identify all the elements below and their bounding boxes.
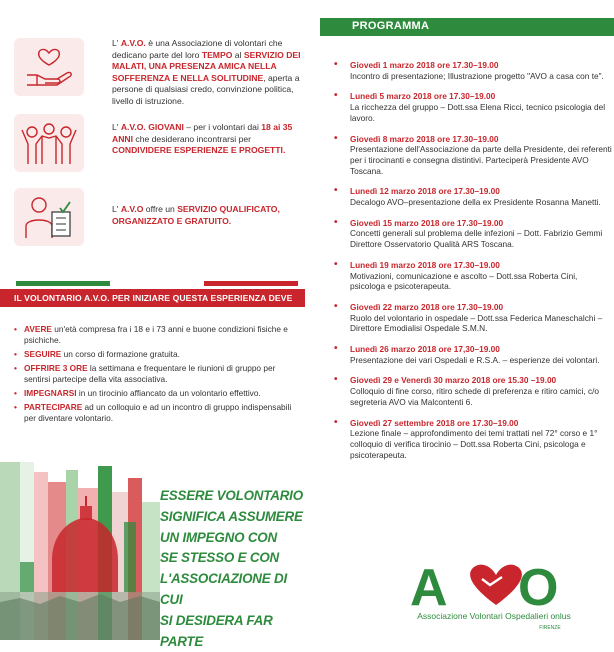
programma-title: PROGRAMMA: [352, 20, 430, 32]
list-item: • SEGUIRE un corso di formazione gratuita.: [14, 349, 299, 360]
intro-avo-giovani: [14, 114, 304, 172]
avo-logo: [394, 555, 594, 635]
list-item: • Lunedì 5 marzo 2018 ore 17.30–19.00 La ricchezza del gruppo – Dott.ssa Elena Ricci, tecnico psicologia del lavoro.: [334, 91, 614, 123]
logo-caption: Associazione Volontari Ospedalieri onlus: [417, 611, 571, 621]
logo-city: FIRENZE: [539, 625, 561, 631]
volontariato-header: IL VOLONTARIO A.V.O. PER INIZIARE QUESTA ESPERIENZA DEVE: [0, 289, 305, 307]
list-item: • OFFRIRE 3 ORE la settimana e frequentare le riunioni di gruppo per sentirsi partecipe della vita associativa.: [14, 363, 299, 385]
group-people-icon: [14, 114, 84, 172]
list-item: • Giovedì 15 marzo 2018 ore 17.30–19.00 Concetti generali sul problema delle infezioni – Dott. Fabrizio Gemmi Direttore Osservatorio Qualità ARS Toscana.: [334, 218, 614, 250]
list-item: • Giovedì 22 marzo 2018 ore 17.30–19.00 Ruolo del volontario in ospedale – Dott.ssa Federica Maneschalchi – Direttore Emodialisi Ospedale S.M.N.: [334, 302, 614, 334]
requirements-list: [14, 324, 299, 427]
slogan: ESSERE VOLONTARIO SIGNIFICA ASSUMERE UN IMPEGNO CON SE STESSO E CON L'ASSOCIAZIONE DI CUI SI DESIDERA FAR PARTE: [160, 488, 303, 649]
intro-avo-text: L' A.V.O. è una Associazione di volontari che dedicano parte del loro TEMPO al SERVIZIO DEI MALATI, UNA PRESENZA AMICA NELLA SOFFERENZA E NELLA SOLITUDINE, aperta a persone di qualsiasi credo, convinzione politica, livello di istruzione.: [112, 38, 301, 106]
intro-giovani-text: L' A.V.O. GIOVANI – per i volontari dai 18 ai 35 ANNI che desiderano incontrarsi per CONDIVIDERE ESPERIENZE E PROGETTI.: [112, 122, 293, 156]
tricolor-stripe: [16, 281, 298, 286]
left-column: [0, 0, 305, 649]
intro-servizio-text: L' A.V.O offre un SERVIZIO QUALIFICATO, ORGANIZZATO E GRATUITO.: [112, 204, 280, 226]
intro-avo: [14, 38, 304, 108]
logo-letter-o: O: [518, 559, 559, 617]
events-list: [334, 60, 614, 460]
heart-hand-icon: [14, 38, 84, 96]
list-item: • Giovedì 1 marzo 2018 ore 17.30–19.00 Incontro di presentazione; Illustrazione progetto "AVO a casa con te".: [334, 60, 614, 81]
programma-header: [320, 18, 614, 36]
list-item: • Giovedì 8 marzo 2018 ore 17.30–19.00 Presentazione dell'Associazione da parte della Presidente, dei referenti per i tirocinanti e consegna distintivi. Parteciperà Presidente AVO Toscana.: [334, 134, 614, 177]
list-item: • IMPEGNARSI in un tirocinio affiancato da un volontario effettivo.: [14, 388, 299, 399]
list-item: • Giovedì 29 e Venerdì 30 marzo 2018 ore 15.30 –19.00 Colloquio di fine corso, ritiro schede di preferenza e ritiro camici, c/o segreteria AVO via Malcontenti 6.: [334, 375, 614, 407]
list-item: • Lunedì 12 marzo 2018 ore 17.30–19.00 Decalogo AVO–presentazione della ex Presidente Rosanna Manetti.: [334, 186, 614, 207]
list-item: • Giovedì 27 settembre 2018 ore 17.30–19.00 Lezione finale – approfondimento dei temi trattati nel 72° corso e 1° colloquio di verifica tirocinio – Dott.ssa Roberta Cini, psicologa e psicoterapeuta.: [334, 418, 614, 461]
list-item: • AVERE un'età compresa fra i 18 e i 73 anni e buone condizioni fisiche e psichiche.: [14, 324, 299, 346]
intro-avo-servizio: [14, 188, 304, 246]
list-item: • Lunedì 26 marzo 2018 ore 17,30–19.00 Presentazione dei vari Ospedali e R.S.A. – esperienze dei volontari.: [334, 344, 614, 365]
florence-skyline-image: [0, 462, 160, 640]
right-column: [314, 0, 614, 640]
logo-letter-a: A: [410, 559, 448, 617]
person-checklist-icon: [14, 188, 84, 246]
list-item: • PARTECIPARE ad un colloquio e ad un incontro di gruppo indispensabili per diventare volontario.: [14, 402, 299, 424]
list-item: • Lunedì 19 marzo 2018 ore 17.30–19.00 Motivazioni, comunicazione e ascolto – Dott.ssa Roberta Cini, psicologa e psicoterapeuta.: [334, 260, 614, 292]
